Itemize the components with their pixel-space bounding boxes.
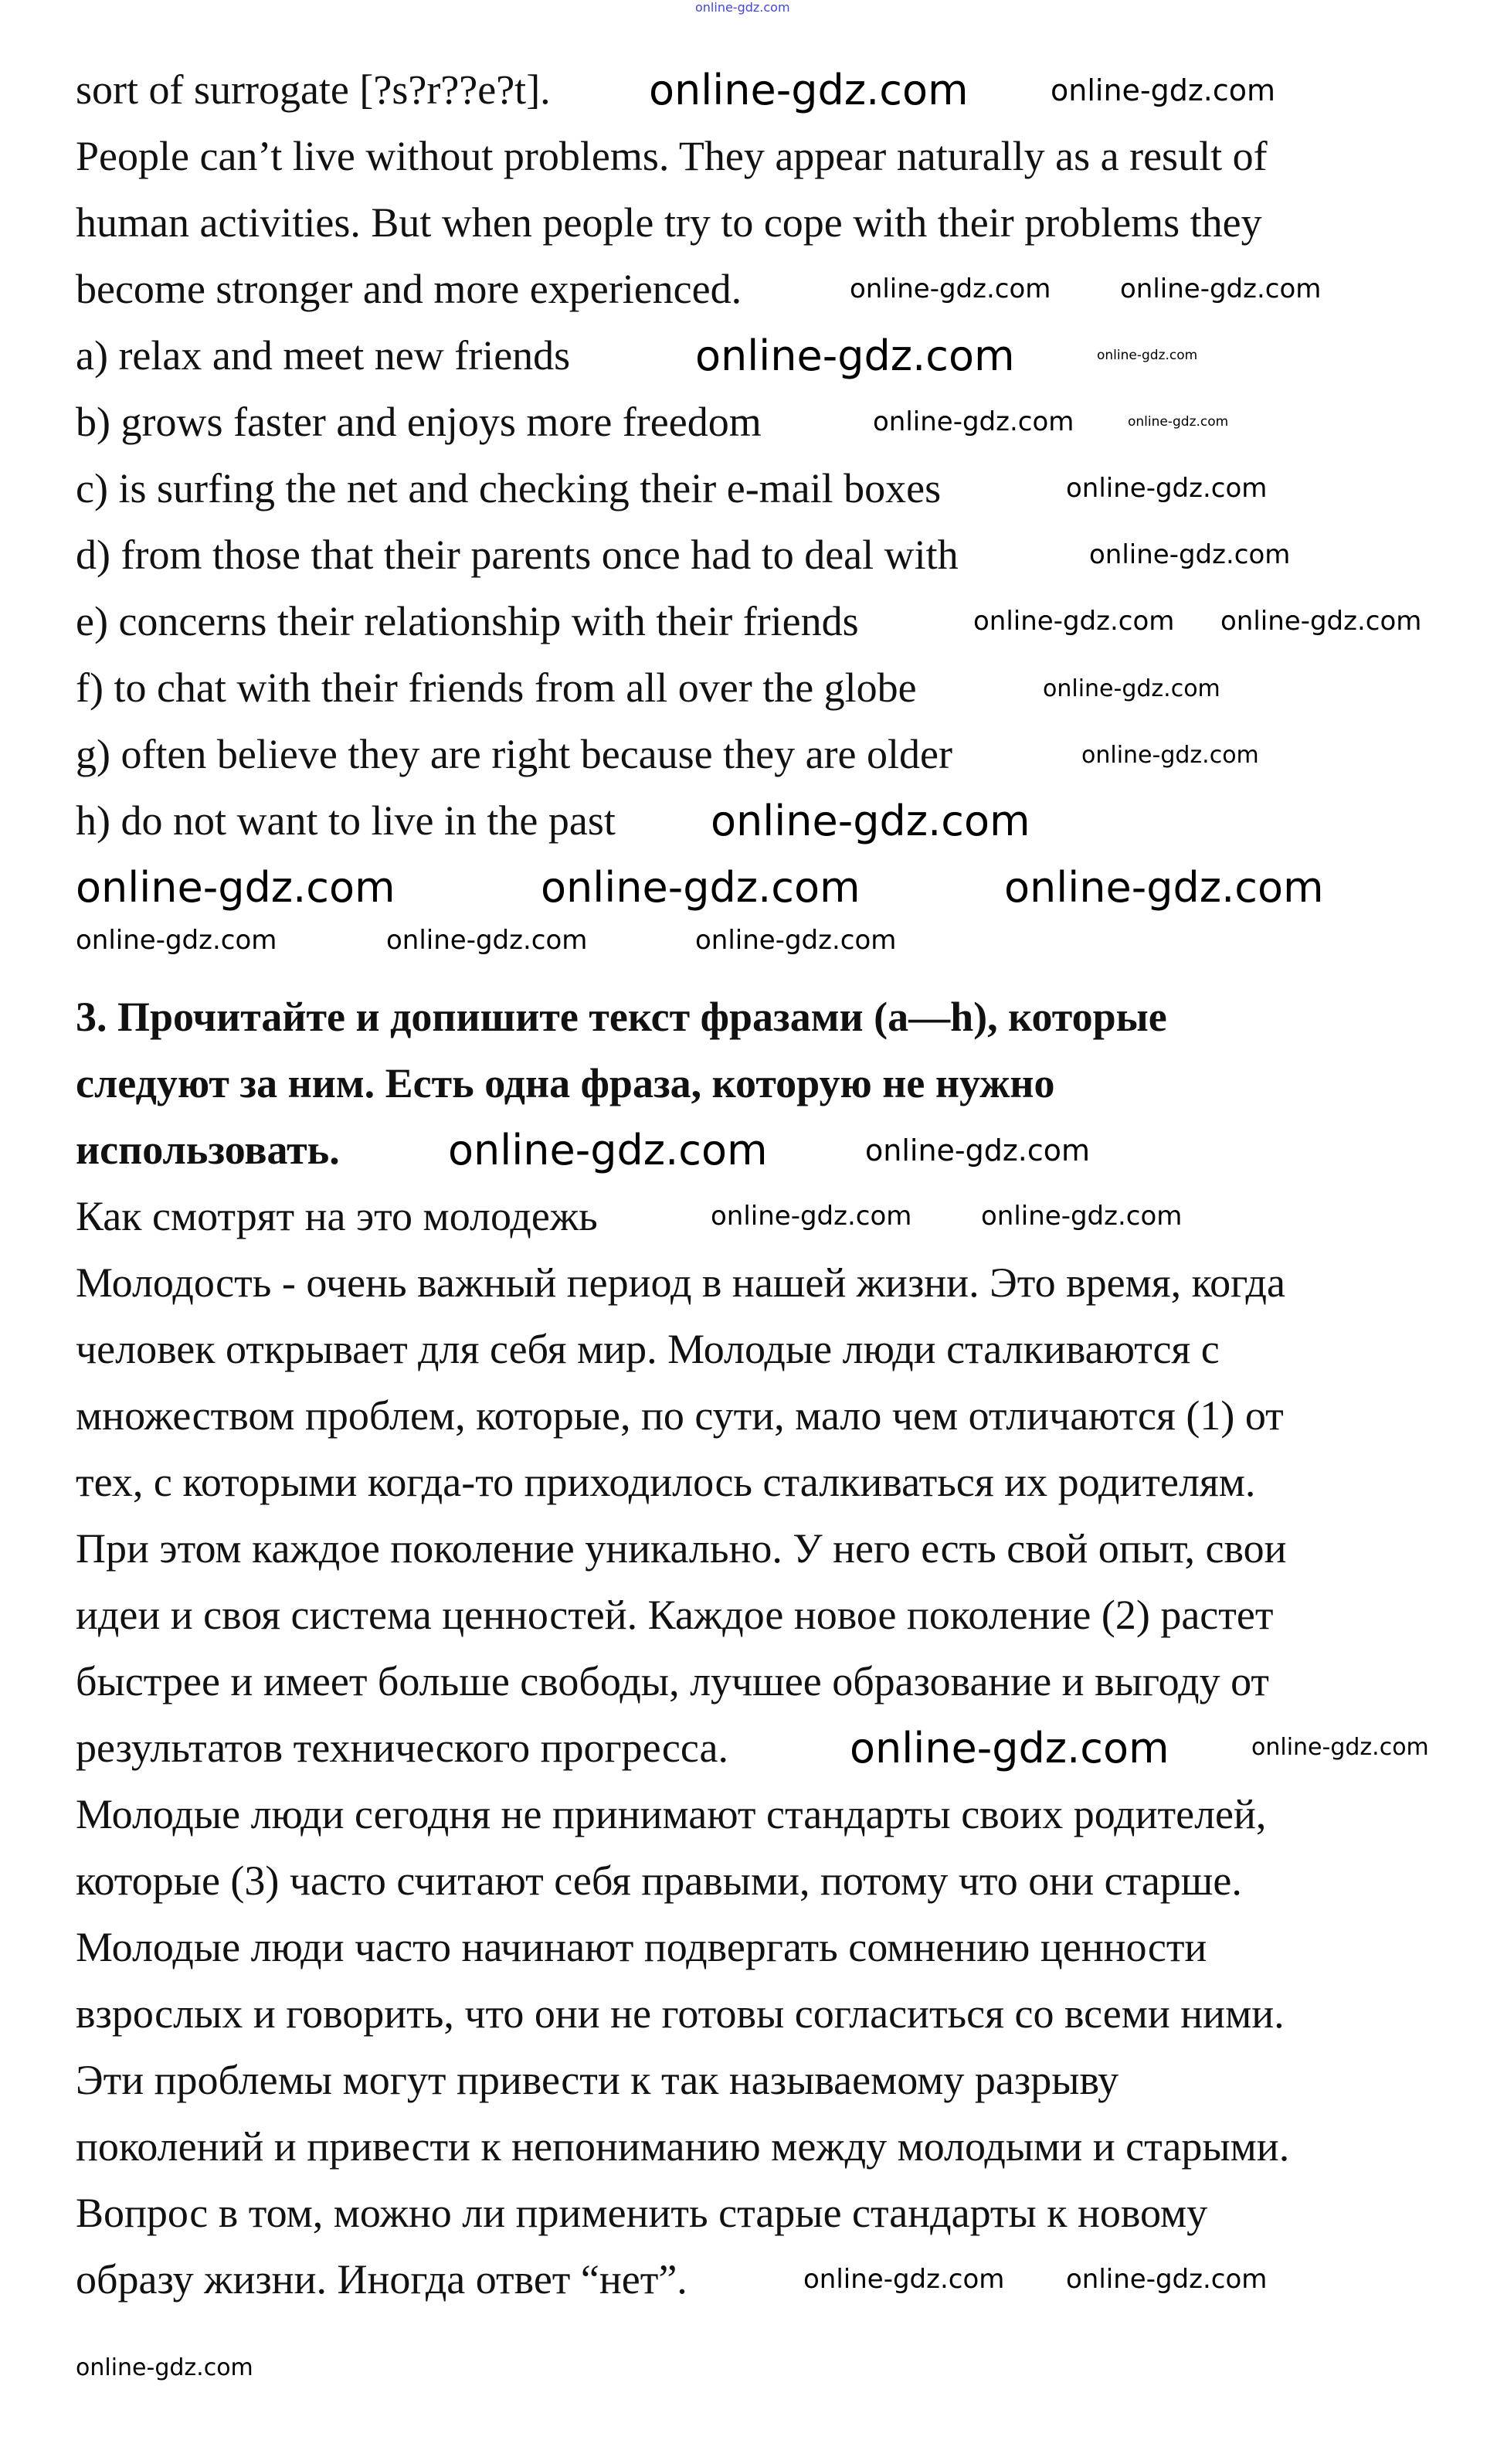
watermark: online-gdz.com: [386, 925, 588, 956]
document-body: [76, 56, 1404, 2313]
watermark: online-gdz.com: [711, 797, 1030, 845]
watermark: online-gdz.com: [803, 2264, 1005, 2295]
watermark: online-gdz.com: [1251, 1734, 1429, 1761]
watermark: online-gdz.com: [1128, 414, 1229, 430]
text-line: быстрее и имеет больше свободы, лучшее образование и выгоду от: [76, 1658, 1269, 1704]
text-line: Молодые люди часто начинают подвергать сомнению ценности: [76, 1924, 1207, 1970]
watermark: online-gdz.com: [1097, 348, 1198, 363]
task-heading: 3. Прочитайте и допишите текст фразами (a—h), которые: [76, 994, 1167, 1040]
text-line: become stronger and more experienced.: [76, 266, 742, 312]
option-c: c) is surfing the net and checking their e-mail boxes: [76, 465, 942, 511]
text-line: Молодость - очень важный период в нашей жизни. Это время, когда: [76, 1259, 1285, 1306]
watermark: online-gdz.com: [649, 66, 969, 114]
watermark: online-gdz.com: [1066, 2264, 1268, 2295]
watermark: online-gdz.com: [695, 925, 897, 956]
watermark: online-gdz.com: [695, 0, 790, 15]
text-line: результатов технического прогресса.: [76, 1725, 728, 1771]
watermark: online-gdz.com: [973, 606, 1175, 637]
text-line: Вопрос в том, можно ли применить старые стандарты к новому: [76, 2190, 1208, 2236]
text-line: human activities. But when people try to cope with their problems they: [76, 199, 1262, 246]
text-line: People can’t live without problems. They appear naturally as a result of: [76, 133, 1268, 179]
watermark: online-gdz.com: [76, 863, 395, 912]
option-e: e) concerns their relationship with their friends: [76, 598, 859, 644]
watermark: online-gdz.com: [695, 331, 1015, 380]
watermark: online-gdz.com: [1081, 742, 1259, 769]
text-line: поколений и привести к непониманию между молодыми и старыми.: [76, 2123, 1290, 2170]
watermark: online-gdz.com: [865, 1133, 1091, 1167]
text-line: идеи и своя система ценностей. Каждое новое поколение (2) растет: [76, 1592, 1274, 1638]
watermark: online-gdz.com: [1004, 863, 1324, 912]
watermark: online-gdz.com: [981, 1201, 1183, 1232]
watermark: online-gdz.com: [1120, 274, 1322, 304]
option-h: h) do not want to live in the past: [76, 797, 616, 844]
watermark: online-gdz.com: [850, 1724, 1169, 1772]
watermark: online-gdz.com: [873, 406, 1074, 437]
text-line: множеством проблем, которые, по сути, мало чем отличаются (1) от: [76, 1392, 1284, 1439]
text-line: При этом каждое поколение уникально. У него есть свой опыт, свои: [76, 1525, 1287, 1572]
option-a: a) relax and meet new friends: [76, 332, 571, 379]
option-g: g) often believe they are right because they are older: [76, 731, 952, 777]
watermark: online-gdz.com: [1066, 473, 1268, 504]
text-line: образу жизни. Иногда ответ “нет”.: [76, 2256, 687, 2303]
option-d: d) from those that their parents once had to deal with: [76, 532, 959, 578]
watermark: online-gdz.com: [850, 274, 1051, 304]
watermark: online-gdz.com: [448, 1126, 768, 1174]
text-line: Молодые люди сегодня не принимают стандарты своих родителей,: [76, 1791, 1267, 1837]
text-line: взрослых и говорить, что они не готовы согласиться со всеми ними.: [76, 1990, 1285, 2037]
text-line: sort of surrogate [?s?r??e?t].: [76, 66, 551, 113]
text-line: Эти проблемы могут привести к так называемому разрыву: [76, 2057, 1119, 2103]
task-heading: использовать.: [76, 1127, 340, 1173]
watermark: online-gdz.com: [711, 1201, 912, 1232]
text-line: тех, с которыми когда-то приходилось сталкиваться их родителям.: [76, 1459, 1256, 1505]
text-title: Как смотрят на это молодежь: [76, 1193, 598, 1239]
text-line: которые (3) часто считают себя правыми, потому что они старше.: [76, 1857, 1242, 1904]
option-f: f) to chat with their friends from all over the globe: [76, 664, 917, 711]
watermark: online-gdz.com: [76, 2354, 253, 2381]
watermark: online-gdz.com: [1089, 539, 1291, 570]
text-line: человек открывает для себя мир. Молодые люди сталкиваются с: [76, 1326, 1220, 1372]
watermark: online-gdz.com: [541, 863, 861, 912]
watermark: online-gdz.com: [1043, 675, 1220, 702]
watermark: online-gdz.com: [76, 925, 277, 956]
watermark: online-gdz.com: [1051, 73, 1276, 107]
option-b: b) grows faster and enjoys more freedom: [76, 399, 762, 445]
task-heading: следуют за ним. Есть одна фраза, которую не нужно: [76, 1060, 1055, 1106]
watermark: online-gdz.com: [1220, 606, 1422, 637]
